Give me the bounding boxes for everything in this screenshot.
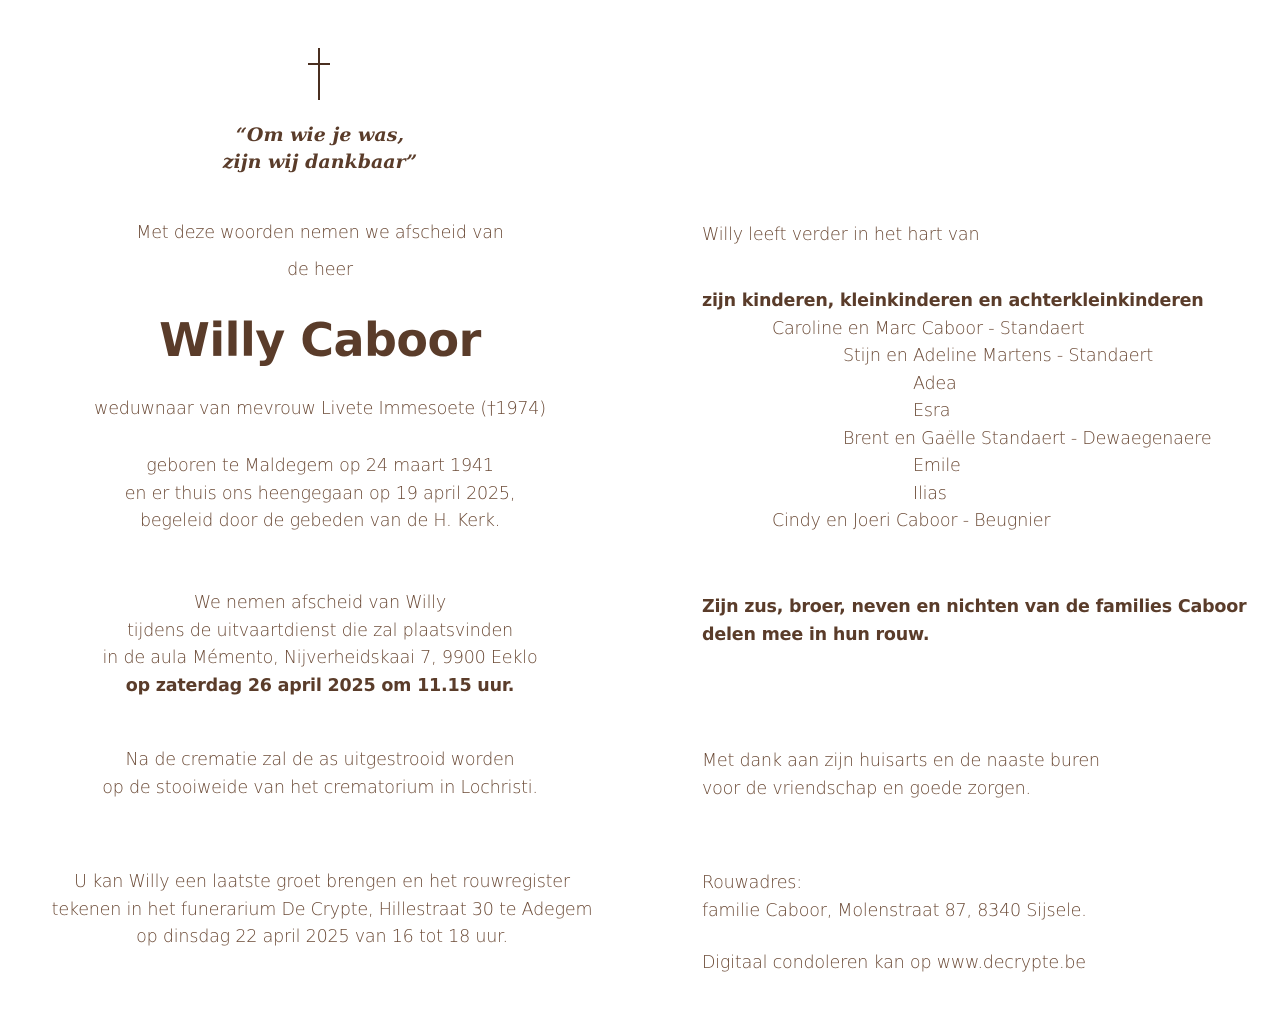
birth-death-line: geboren te Maldegem op 24 maart 1941 — [146, 456, 494, 476]
condolence-text: Digitaal condoleren kan op www.decrypte.be — [702, 953, 1086, 973]
address-text: familie Caboor, Molenstraat 87, 8340 Sijsele. — [702, 900, 1087, 921]
thanks-block — [702, 748, 1100, 803]
ashes-line: Na de crematie zal de as uitgestrooid worden — [125, 750, 515, 770]
thanks-line: Met dank aan zijn huisarts en de naaste buren — [702, 751, 1100, 771]
address-label: Rouwadres: — [702, 873, 802, 893]
ashes-block — [102, 747, 538, 802]
family-member: Cindy en Joeri Caboor - Beugnier — [772, 511, 1051, 531]
service-line: tijdens de uitvaartdienst die zal plaatsvinden — [127, 620, 513, 641]
widower-text: weduwnaar van mevrouw Livete Immesoete (†1974) — [94, 399, 546, 419]
address-block — [702, 870, 1087, 925]
quote — [223, 122, 418, 176]
service-date: op zaterdag 26 april 2025 om 11.15 uur. — [125, 675, 515, 696]
quote-line: “Om wie je was, — [235, 124, 405, 146]
family-heading: zijn kinderen, kleinkinderen en achterkleinkinderen — [702, 291, 1204, 311]
ashes-line: op de stooiweide van het crematorium in Lochristi. — [102, 777, 538, 798]
intro-text: Met deze woorden nemen we afscheid van — [136, 223, 504, 243]
birth-death-line: begeleid door de gebeden van de H. Kerk. — [139, 511, 501, 531]
thanks-line: voor de vriendschap en goede zorgen. — [702, 778, 1031, 799]
family-member: Esra — [913, 401, 951, 421]
family-member: Brent en Gaëlle Standaert - Dewaegenaere — [843, 429, 1212, 449]
birth-death-block — [125, 453, 515, 536]
service-block — [103, 590, 538, 700]
siblings-block — [702, 594, 1246, 649]
deceased-name: Willy Caboor — [159, 313, 481, 367]
visit-block — [52, 869, 593, 952]
family-member: Stijn en Adeline Martens - Standaert — [843, 346, 1153, 366]
siblings-line: delen mee in hun rouw. — [702, 624, 930, 645]
service-line: We nemen afscheid van Willy — [193, 593, 447, 613]
visit-line: tekenen in het funerarium De Crypte, Hillestraat 30 te Adegem — [51, 899, 593, 920]
family-member: Ilias — [913, 484, 947, 504]
lives-on-text: Willy leeft verder in het hart van — [702, 225, 980, 245]
family-member: Emile — [913, 456, 961, 476]
visit-line: U kan Willy een laatste groet brengen en het rouwregister — [74, 872, 570, 892]
siblings-line: Zijn zus, broer, neven en nichten van de families Caboor — [702, 597, 1247, 617]
family-member: Adea — [913, 374, 957, 394]
visit-line: op dinsdag 22 april 2025 van 16 tot 18 uur. — [136, 927, 508, 947]
service-line: in de aula Mémento, Nijverheidskaai 7, 9900 Eeklo — [102, 648, 538, 668]
title-text: de heer — [287, 260, 353, 280]
family-member: Caroline en Marc Caboor - Standaert — [772, 319, 1085, 339]
quote-line: zijn wij dankbaar” — [222, 151, 418, 173]
birth-death-line: en er thuis ons heengegaan op 19 april 2025, — [124, 483, 516, 504]
